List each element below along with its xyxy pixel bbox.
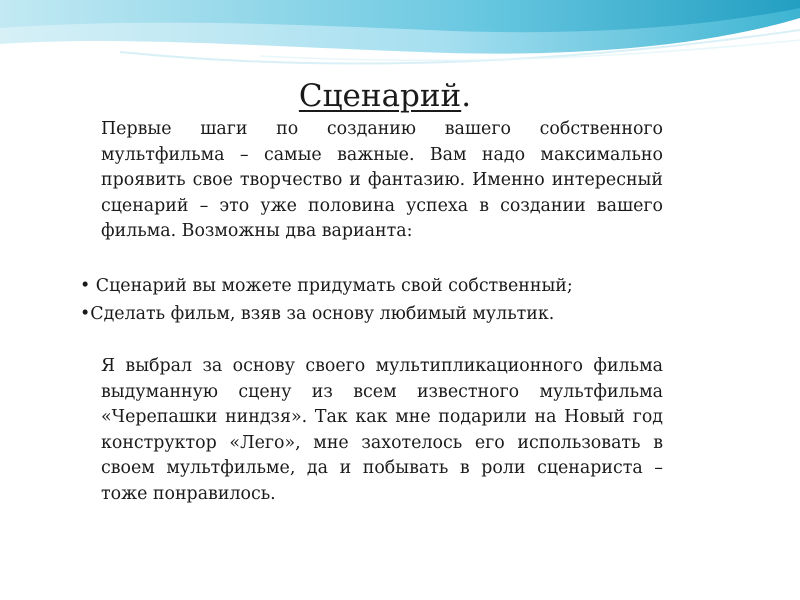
story-paragraph: Я выбрал за основу своего мультипликационного фильма выдуманную сцену из всем известного мультфильма «Черепашки ниндзя». Так как мне подарили на Новый год конструктор «Лего», мне захотелось его использовать в своем мультфильме, да и побывать в роли сценариста – тоже понравилось. [101,356,663,504]
header-wave-decoration [0,0,800,80]
intro-paragraph: Первые шаги по созданию вашего собственного мультфильма – самые важные. Вам надо максимально проявить свое творчество и фантазию. Именно интересный сценарий – это уже половина успеха в создании вашего фильма. Возможны два варианта: [101,119,663,241]
slide-title [0,78,770,114]
title-word: Сценарий [298,78,462,114]
options-list [80,272,680,328]
list-item: •Сделать фильм, взяв за основу любимый мультик. [80,304,555,324]
title-punctuation: . [461,78,472,114]
list-item: • Сценарий вы можете придумать свой собственный; [80,276,573,296]
